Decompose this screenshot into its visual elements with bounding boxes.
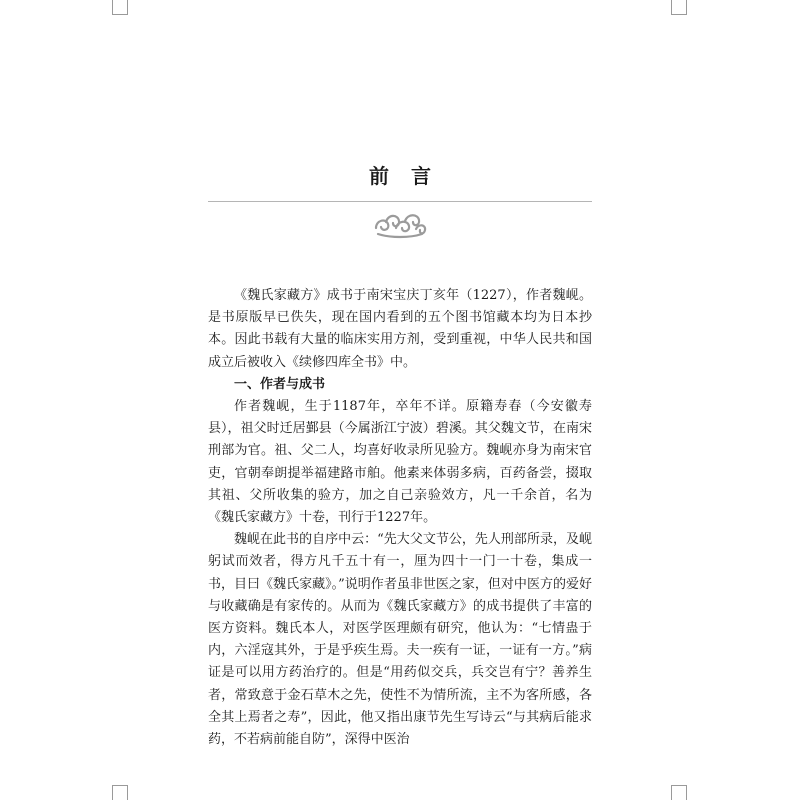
crop-mark-top-right bbox=[671, 0, 672, 14]
section-heading: 一、作者与成书 bbox=[234, 376, 326, 392]
body-text bbox=[208, 285, 592, 751]
paragraph: 作者魏岘，生于1187年，卒年不详。原籍寿春（今安徽寿县），祖父时迁居鄞县（今属浙江宁波）碧溪。其父魏文节，在南宋刑部为官。祖、父二人，均喜好收录所见验方。魏岘亦身为南宋官吏，官朝奉朗提举福建路市舶。他素来体弱多病，百药备尝，掇取其祖、父所收集的验方，加之自己亲验效方，凡一千余首，名为《魏氏家藏方》十卷，刊行于1227年。 bbox=[208, 399, 592, 526]
cloud-ornament-icon bbox=[372, 208, 428, 240]
crop-mark-top-right bbox=[686, 0, 687, 14]
crop-mark-top-left bbox=[127, 0, 128, 14]
crop-mark-bottom-right bbox=[671, 785, 687, 786]
crop-mark-bottom-right bbox=[671, 786, 672, 800]
paragraph: 魏岘在此书的自序中云：“先大父文节公，先人刑部所录，及岘躬试而效者，得方凡千五十有一，厘为四十一门一十卷，集成一书，目曰《魏氏家藏》。”说明作者虽非世医之家，但对中医方的爱好与收藏确是有家传的。从而为《魏氏家藏方》的成书提供了丰富的医方资料。魏氏本人，对医学医理颇有研究，他认为：“七情蛊于内，六淫寇其外，于是乎疾生焉。夫一疾有一证，一证有一方。”病证是可以用方药治疗的。但是“用药似交兵，兵交岂有宁？善养生者，常致意于金石草木之先，使性不为情所流，主不为客所感，各全其上焉者之寿”，因此，他又指出康节先生写诗云“与其病后能求药，不若病前能自防”，深得中医治 bbox=[208, 532, 592, 748]
paragraph: 《魏氏家藏方》成书于南宋宝庆丁亥年（1227），作者魏岘。是书原版早已佚失，现在国内看到的五个图书馆藏本均为日本抄本。因此书载有大量的临床实用方剂，受到重视，中华人民共和国成立后被收入《续修四库全书》中。 bbox=[208, 288, 592, 370]
crop-mark-top-left bbox=[112, 14, 128, 15]
crop-mark-bottom-left bbox=[112, 785, 128, 786]
crop-mark-bottom-left bbox=[112, 786, 113, 800]
crop-mark-bottom-left bbox=[127, 786, 128, 800]
crop-mark-top-right bbox=[671, 14, 687, 15]
crop-mark-top-left bbox=[112, 0, 113, 14]
page-title: 前言 bbox=[369, 164, 453, 188]
title-divider bbox=[208, 201, 592, 202]
crop-mark-bottom-right bbox=[686, 786, 687, 800]
